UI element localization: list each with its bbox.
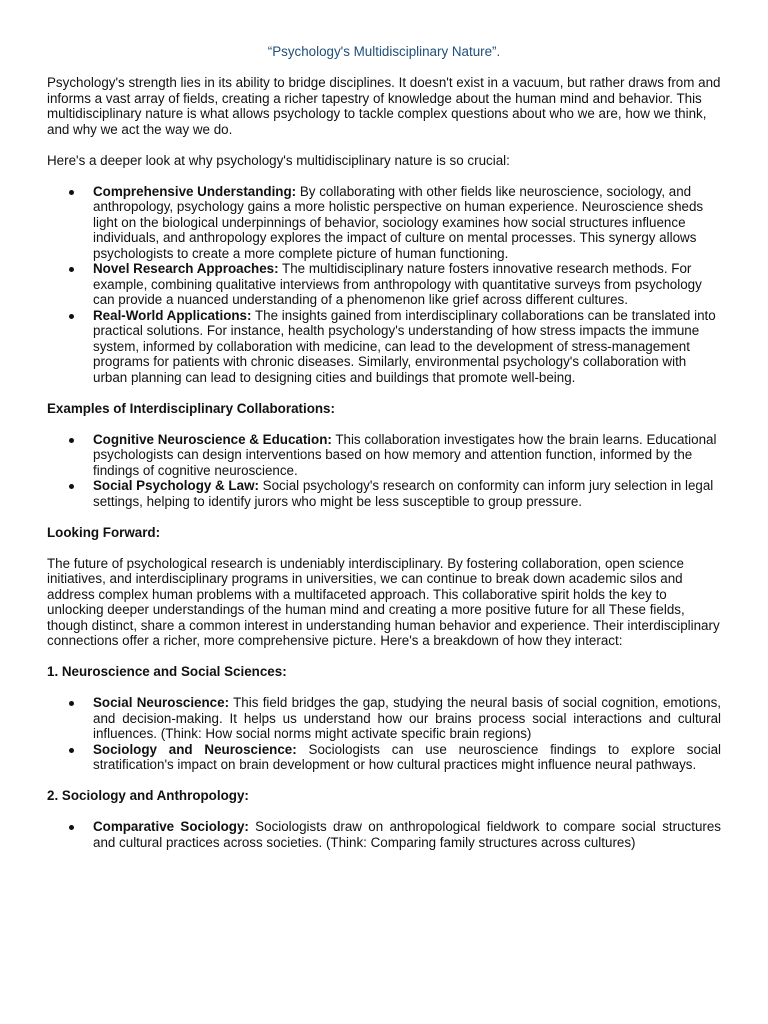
list-item-term: Novel Research Approaches: xyxy=(93,261,279,276)
list-item-text: By collaborating with other fields like neuroscience, sociology, and anthropology, psychology gains a more holistic perspective on human experience. Neuroscience sheds light on the biological underpinnings of behavior, sociology examines how social structures influence individuals, and anthropology explores the impact of culture on mental processes. This synergy allows psychologists to create a more complete picture of human functioning. xyxy=(93,183,704,261)
deeper-look-paragraph: Here's a deeper look at why psychology's multidisciplinary nature is so crucial: xyxy=(47,152,510,168)
examples-list xyxy=(47,432,721,510)
list-item xyxy=(93,308,721,386)
page-title: “Psychology's Multidisciplinary Nature”. xyxy=(267,44,501,59)
list-item-text: The insights gained from interdisciplinary collaborations can be translated into practical solutions. For instance, health psychology's understanding of how stress impacts the immune system, informed by collaboration with medicine, can lead to the development of stress-management programs for patients with chronic diseases. Similarly, environmental psychology's collaboration with urban planning can lead to designing cities and buildings that promote well-being. xyxy=(93,307,716,385)
section1-heading: 1. Neuroscience and Social Sciences: xyxy=(47,664,287,679)
list-item xyxy=(93,478,721,509)
looking-forward-paragraph: The future of psychological research is undeniably interdisciplinary. By fostering collaboration, open science initiatives, and interdisciplinary programs in universities, we can continue to break down academic silos and address complex human problems with a multifaceted approach. This collaborative spirit holds the key to unlocking deeper understandings of the human mind and creating a more positive future for all These fields, though distinct, share a common interest in understanding human behavior and experience. Their interdisciplinary connections offer a richer, more comprehensive picture. Here's a breakdown of how they interact: xyxy=(47,555,720,648)
list-item xyxy=(93,261,721,308)
list-item-text: This collaboration investigates how the brain learns. Educational psychologists can design interventions based on how memory and attention function, informed by the findings of cognitive neuroscience. xyxy=(93,431,717,478)
list-item-term: Comprehensive Understanding: xyxy=(93,183,297,199)
list-item-text: This field bridges the gap, studying the neural basis of social cognition, emotions, and decision-making. It helps us understand how our brains process social interactions and cultural influences. (Think: How social norms might activate specific brain regions) xyxy=(93,695,721,741)
section1-list xyxy=(47,695,721,773)
list-item-text: Sociologists draw on anthropological fieldwork to compare social structures and cultural practices across societies. (Think: Comparing family structures across cultures) xyxy=(93,819,721,850)
crucial-points-list xyxy=(47,184,721,386)
list-item-term: Sociology and Neuroscience: xyxy=(93,741,297,757)
list-item-term: Real-World Applications: xyxy=(93,307,252,323)
list-item xyxy=(93,184,721,262)
list-item-term: Social Psychology & Law: xyxy=(93,478,259,493)
intro-paragraph: Psychology's strength lies in its ability to bridge disciplines. It doesn't exist in a vacuum, but rather draws from and informs a vast array of fields, creating a richer tapestry of knowledge about the human mind and behavior. This multidisciplinary nature is what allows psychology to tackle complex questions about who we are, how we think, and why we act the way we do. xyxy=(47,75,721,137)
list-item xyxy=(93,819,721,850)
list-item-term: Cognitive Neuroscience & Education: xyxy=(93,431,332,447)
section2-list xyxy=(47,819,721,850)
looking-forward-heading: Looking Forward: xyxy=(47,524,161,540)
list-item xyxy=(93,695,721,742)
list-item-text: Sociologists can use neuroscience findings to explore social stratification's impact on brain development or how cultural practices might influence neural pathways. xyxy=(93,741,722,772)
section2-heading: 2. Sociology and Anthropology: xyxy=(47,788,249,803)
list-item xyxy=(93,432,721,479)
list-item-term: Social Neuroscience: xyxy=(93,695,230,710)
list-item-text: Social psychology's research on conformity can inform jury selection in legal settings, helping to identify jurors who might be less susceptible to group pressure. xyxy=(93,478,714,509)
list-item-text: The multidisciplinary nature fosters innovative research methods. For example, combining qualitative interviews from anthropology with quantitative surveys from psychology can provide a nuanced understanding of a phenomenon like grief across different cultures. xyxy=(93,261,702,307)
list-item xyxy=(93,742,721,773)
list-item-term: Comparative Sociology: xyxy=(93,819,249,834)
examples-heading: Examples of Interdisciplinary Collaborations: xyxy=(47,400,335,416)
